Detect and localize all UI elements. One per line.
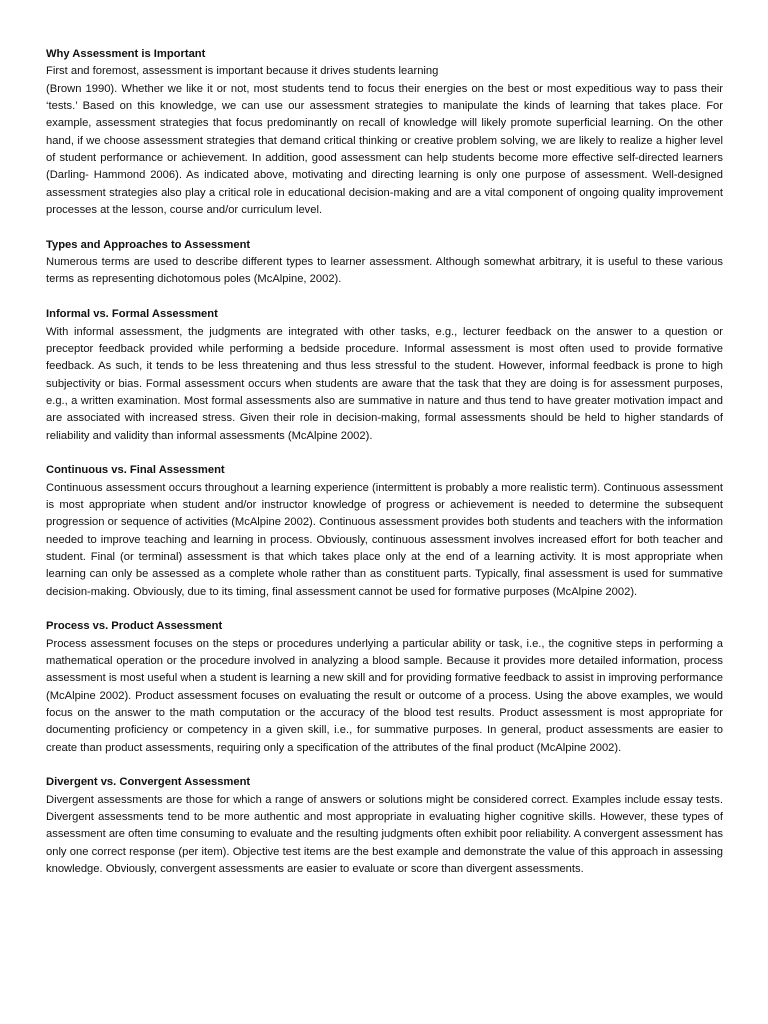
section-paragraph: (Brown 1990). Whether we like it or not, most students tend to focus their energies on the best or most expeditious way to pass their ‘tests.’ Based on this knowledge, we can use our assessment strategies to manipulate the kinds of learning that takes place. For example, assessment strategies that focus predominantly on recall of knowledge will likely promote superficial learning. On the other hand, if we choose assessment strategies that demand critical thinking or creative problem solving, we are likely to realize a higher level of student performance or achievement. In addition, good assessment can help students become more effective self-directed learners (Darling- Hammond 2006). As indicated above, motivating and directing learning is only one purpose of assessment. Well-designed assessment strategies also play a critical role in educational decision-making and are a vital component of ongoing quality improvement processes at the lesson, course and/or curriculum level.: [46, 82, 723, 217]
section-process-product: [46, 618, 723, 757]
section-heading: Why Assessment is Important: [46, 48, 206, 60]
section-paragraph: Process assessment focuses on the steps or procedures underlying a particular ability or task, i.e., the cognitive steps in performing a mathematical operation or the procedure involved in analyzing a blood sample. Because it provides more detailed information, process assessment is most useful when a student is learning a new skill and for providing formative feedback to assist in improving performance (McAlpine 2002). Product assessment focuses on evaluating the result or outcome of a process. Using the above examples, we would focus on the answer to the math computation or the accuracy of the blood test results. Product assessment is most appropriate for documenting proficiency or competency in a given skill, i.e., for summative purposes. In general, product assessments are easier to create than product assessments, requiring only a specification of the attributes of the final product (McAlpine 2002).: [46, 637, 723, 754]
document-page: [46, 46, 723, 896]
section-types-approaches: [46, 237, 723, 289]
section-paragraph: Continuous assessment occurs throughout a learning experience (intermittent is probably a more realistic term). Continuous assessment is most appropriate when student and/or instructor knowledge of progress or achievement is needed to determine the subsequent progression or sequence of activities (McAlpine 2002). Continuous assessment provides both students and teachers with the information needed to improve teaching and learning in process. Obviously, continuous assessment involves increased effort for both teacher and student. Final (or terminal) assessment is that which takes place only at the end of a learning activity. It is most appropriate when learning can only be assessed as a complete whole rather than as constituent parts. Typically, final assessment is used for summative decision-making. Obviously, due to its timing, final assessment cannot be used for formative purposes (McAlpine 2002).: [46, 481, 723, 598]
section-heading: Types and Approaches to Assessment: [46, 238, 251, 251]
section-heading: Process vs. Product Assessment: [46, 620, 223, 633]
section-heading: Divergent vs. Convergent Assessment: [46, 776, 251, 789]
section-informal-formal: [46, 306, 723, 445]
section-continuous-final: [46, 462, 723, 601]
section-lead-line: First and foremost, assessment is important because it drives students learning: [46, 65, 439, 78]
section-paragraph: With informal assessment, the judgments are integrated with other tasks, e.g., lecturer feedback on the answer to a question or preceptor feedback provided while performing a bedside procedure. Informal assessment is most often used to provide formative feedback. As such, it tends to be less threatening and thus less stressful to the student. However, informal feedback is prone to high subjectivity or bias. Formal assessment occurs when students are aware that the task that they are doing is for assessment purposes, e.g., a written examination. Most formal assessments also are summative in nature and thus tend to have greater motivation impact and are associated with increased stress. Given their role in decision-making, formal assessments should be held to higher standards of reliability and validity than informal assessments (McAlpine 2002).: [46, 325, 723, 442]
section-heading: Continuous vs. Final Assessment: [46, 464, 225, 477]
section-divergent-convergent: [46, 774, 723, 878]
section-paragraph: Divergent assessments are those for which a range of answers or solutions might be considered correct. Examples include essay tests. Divergent assessments tend to be more authentic and most appropriate in evaluating higher cognitive skills. However, these types of assessment are often time consuming to evaluate and the resulting judgments often exhibit poor reliability. A convergent assessment has only one correct response (per item). Objective test items are the best example and demonstrate the value of this approach in assessing knowledge. Obviously, convergent assessments are easier to evaluate or score than divergent assessments.: [46, 793, 723, 876]
section-heading: Informal vs. Formal Assessment: [46, 308, 218, 321]
section-paragraph: Numerous terms are used to describe different types to learner assessment. Although somewhat arbitrary, it is useful to these various terms as representing dichotomous poles (McAlpine, 2002).: [46, 256, 723, 286]
section-why-assessment: [46, 46, 723, 219]
